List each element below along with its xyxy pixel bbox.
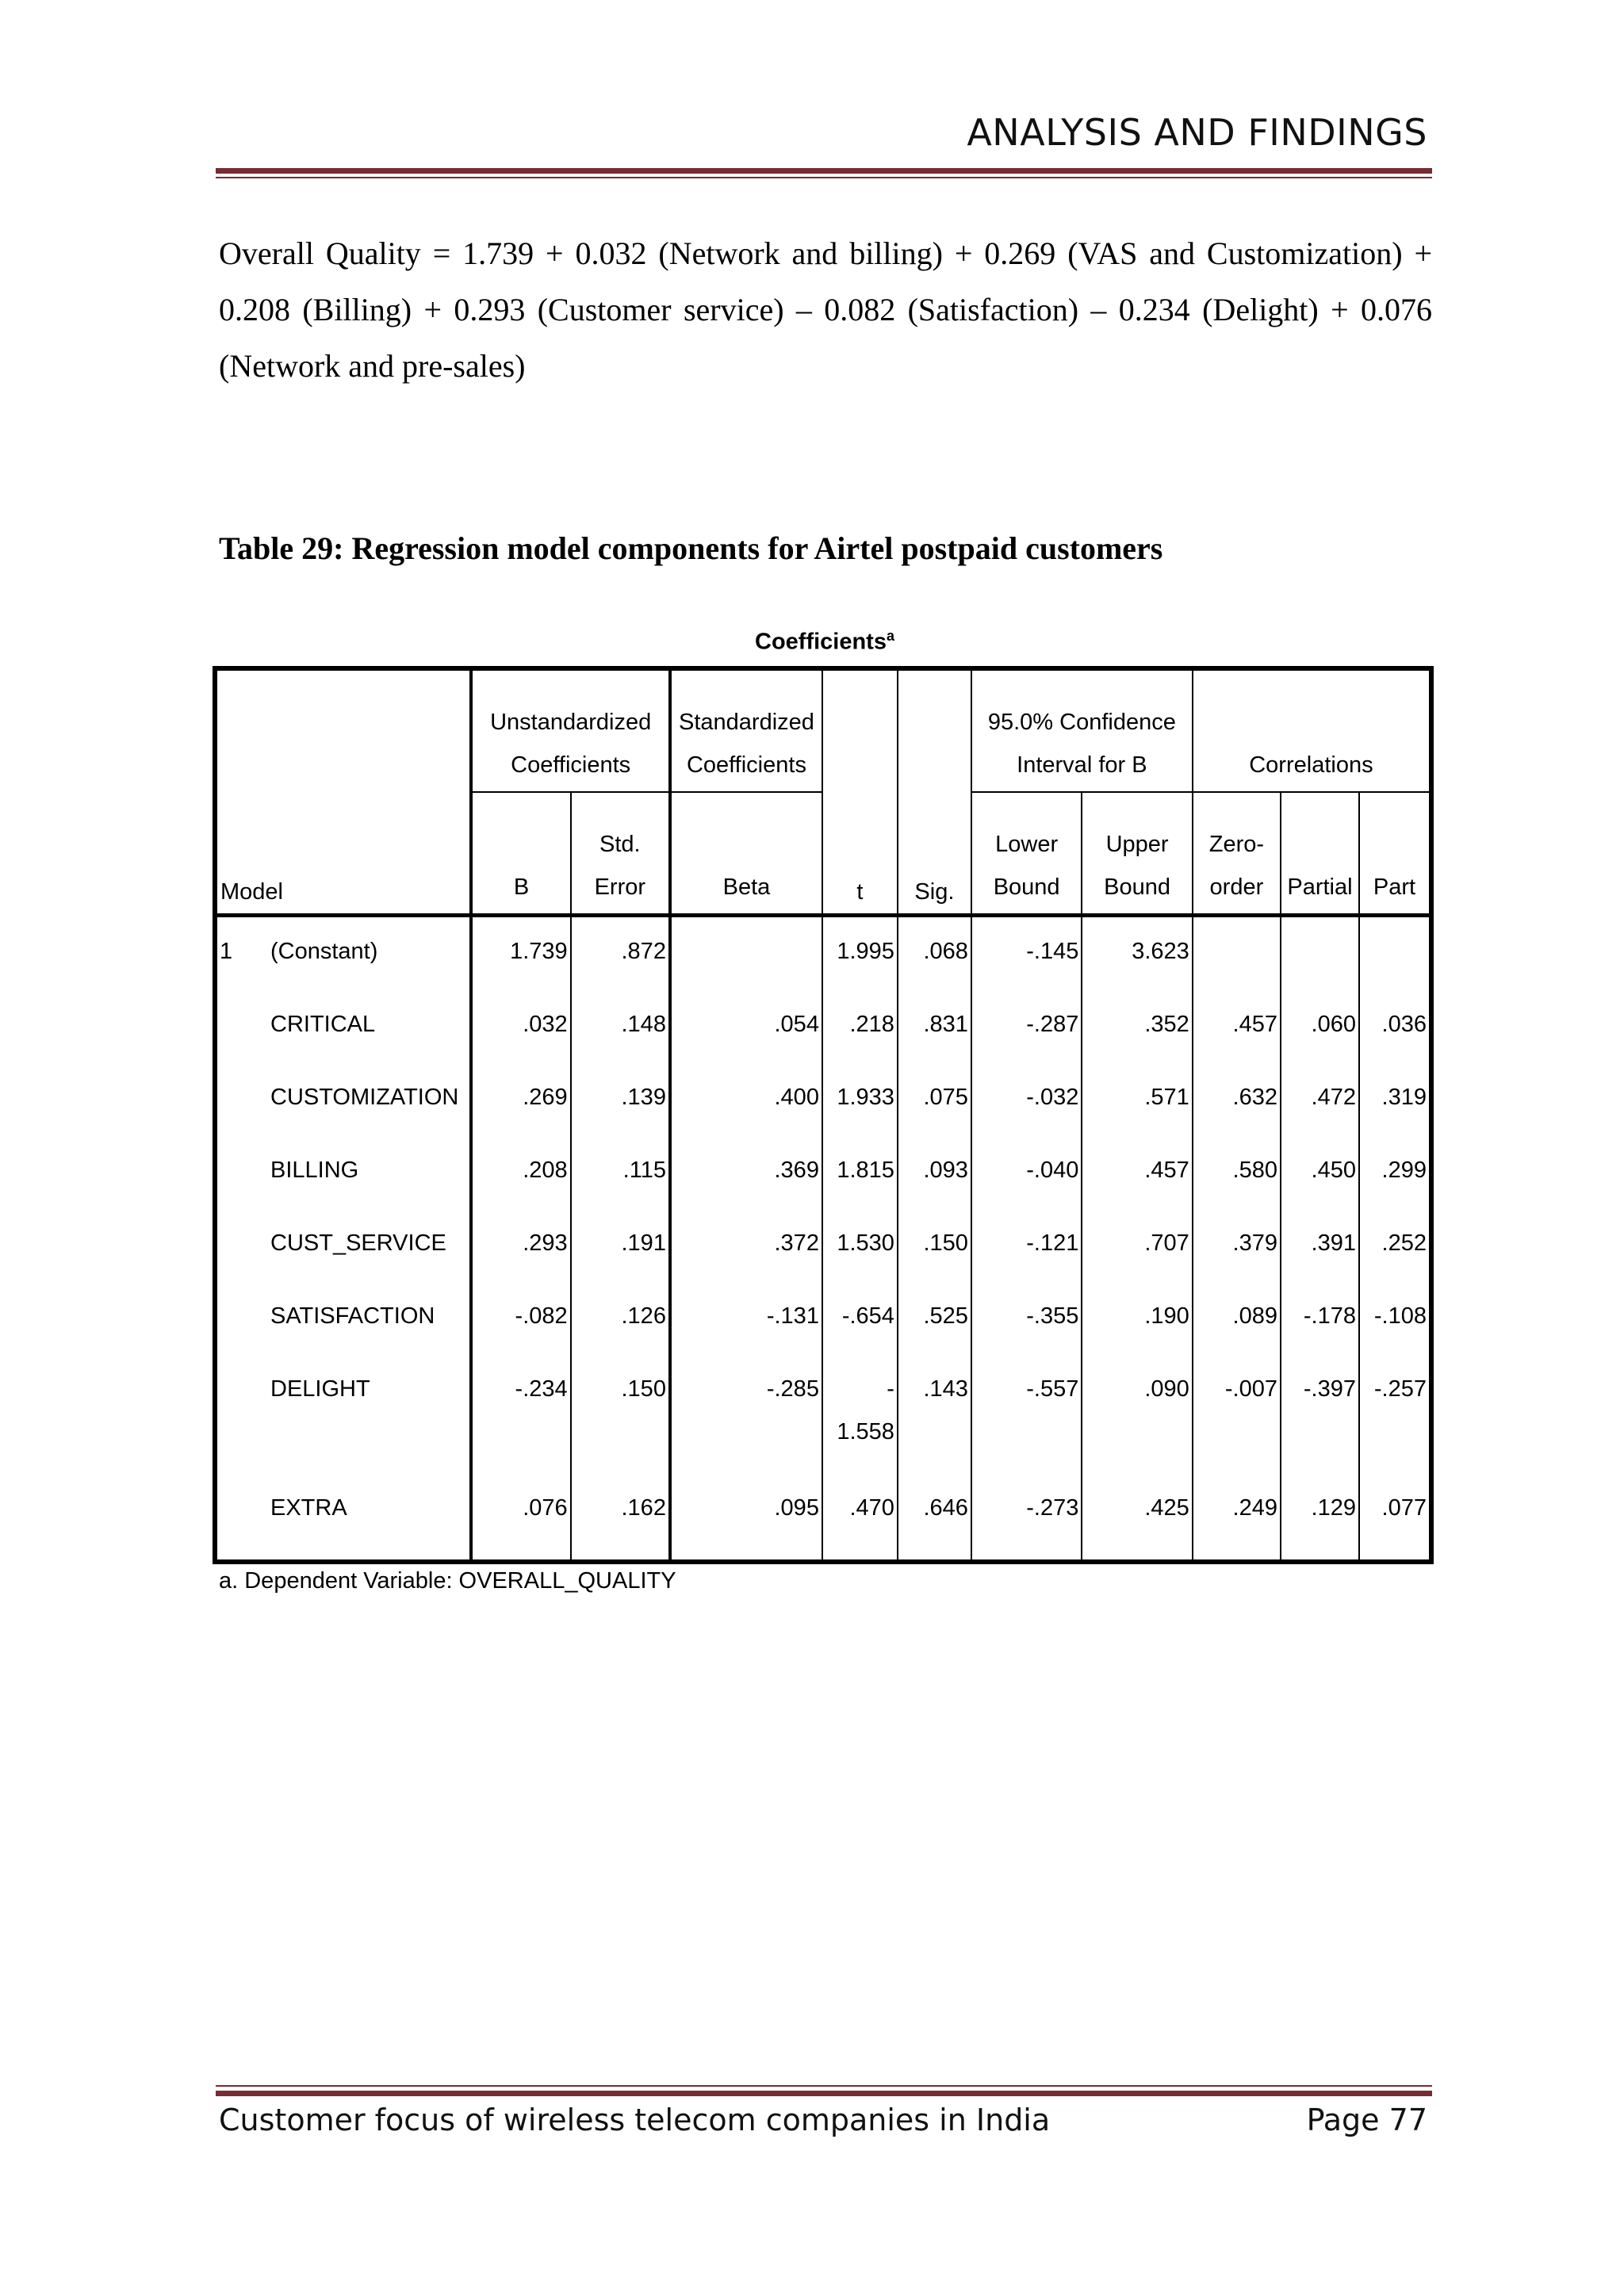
cell-pt <box>1359 1295 1431 1368</box>
header-lower-bound <box>971 792 1082 916</box>
cell-value: -.557 <box>1026 1376 1079 1402</box>
header-rule-thin <box>216 177 1432 178</box>
cell-value: -.131 <box>766 1303 819 1329</box>
header-part <box>1359 792 1431 916</box>
cell-beta <box>670 916 822 1004</box>
cell-value: .269 <box>523 1085 568 1110</box>
cell-sig <box>898 1149 971 1222</box>
row-label: SATISFACTION <box>270 1303 435 1329</box>
section-title: ANALYSIS AND FINDINGS <box>967 111 1427 154</box>
cell-value: .115 <box>622 1158 666 1183</box>
header-model-label: Model <box>220 879 283 905</box>
cell-pa <box>1281 1295 1359 1368</box>
row-label-cell <box>215 1368 471 1487</box>
cell-pt <box>1359 916 1431 1004</box>
header-confidence <box>971 668 1193 792</box>
cell-value: .299 <box>1381 1158 1427 1183</box>
header-std-error-line1: Std. <box>599 832 641 857</box>
cell-sig <box>898 1368 971 1487</box>
cell-t <box>822 916 898 1004</box>
cell-value: .571 <box>1144 1085 1189 1110</box>
cell-value: - <box>887 1376 894 1402</box>
cell-beta <box>670 1222 822 1295</box>
cell-b <box>471 1149 570 1222</box>
header-zero-order-line2: order <box>1209 874 1264 900</box>
cell-value: -.273 <box>1026 1495 1079 1521</box>
header-b-label: B <box>513 874 530 900</box>
coefficients-table <box>213 666 1434 1564</box>
header-partial-label: Partial <box>1287 874 1353 900</box>
cell-value: .191 <box>621 1230 666 1256</box>
cell-value: -.145 <box>1026 939 1079 964</box>
cell-value: .457 <box>1232 1012 1277 1037</box>
cell-pt <box>1359 1003 1431 1076</box>
cell-b <box>471 1003 570 1076</box>
cell-pa <box>1281 1368 1359 1487</box>
table-row <box>215 1149 1431 1222</box>
cell-value: .372 <box>774 1230 819 1256</box>
cell-t <box>822 1149 898 1222</box>
cell-zo <box>1193 1295 1281 1368</box>
footer-rule-thick <box>216 2091 1432 2096</box>
header-confidence-line1: 95.0% Confidence <box>987 710 1176 735</box>
cell-value: .060 <box>1311 1012 1356 1037</box>
cell-lb <box>971 1149 1082 1222</box>
cell-value: -.355 <box>1026 1303 1079 1329</box>
cell-value: -.007 <box>1224 1376 1277 1402</box>
row-label-cell <box>215 1222 471 1295</box>
cell-value: .077 <box>1381 1495 1427 1521</box>
table-row <box>215 1076 1431 1149</box>
header-standardized-line1: Standardized <box>679 710 814 735</box>
cell-value: .076 <box>523 1495 568 1521</box>
table-footnote: a. Dependent Variable: OVERALL_QUALITY <box>219 1568 676 1594</box>
cell-b <box>471 1076 570 1149</box>
cell-value: .872 <box>621 939 666 964</box>
cell-ub <box>1082 916 1192 1004</box>
cell-pa <box>1281 1003 1359 1076</box>
header-rule-thick <box>216 168 1432 174</box>
cell-ub <box>1082 1487 1192 1562</box>
cell-b <box>471 916 570 1004</box>
header-zero-order-line1: Zero- <box>1208 832 1265 857</box>
cell-ub <box>1082 1295 1192 1368</box>
header-correlations <box>1193 668 1431 792</box>
cell-value: .218 <box>849 1012 894 1037</box>
cell-se <box>571 1222 670 1295</box>
cell-lb <box>971 916 1082 1004</box>
cell-value: .457 <box>1144 1158 1189 1183</box>
cell-b <box>471 1222 570 1295</box>
cell-pt <box>1359 1487 1431 1562</box>
cell-value: 1.739 <box>510 939 568 964</box>
coefficients-title-text: Coefficients <box>755 629 887 655</box>
table-row <box>215 916 1431 1004</box>
cell-value: .249 <box>1232 1495 1277 1521</box>
cell-zo <box>1193 1076 1281 1149</box>
cell-pt <box>1359 1222 1431 1295</box>
header-beta <box>670 792 822 916</box>
cell-lb <box>971 1368 1082 1487</box>
cell-value: .089 <box>1232 1303 1277 1329</box>
header-standardized-line2: Coefficients <box>686 752 806 778</box>
header-confidence-line2: Interval for B <box>1017 752 1147 778</box>
cell-value: .252 <box>1381 1230 1427 1256</box>
table-caption: Table 29: Regression model components for Airtel postpaid customers <box>219 530 1163 566</box>
row-label: BILLING <box>270 1158 359 1183</box>
cell-value: .162 <box>621 1495 666 1521</box>
footer-rule-thin <box>216 2085 1432 2087</box>
cell-pa <box>1281 1076 1359 1149</box>
cell-pt <box>1359 1368 1431 1487</box>
cell-se <box>571 1487 670 1562</box>
cell-value: 1.815 <box>837 1158 894 1183</box>
cell-se <box>571 1076 670 1149</box>
row-label: (Constant) <box>270 939 378 964</box>
coefficients-title <box>216 628 1434 656</box>
cell-value: .208 <box>523 1158 568 1183</box>
row-label: CUST_SERVICE <box>270 1230 446 1256</box>
cell-value: .068 <box>923 939 968 964</box>
cell-t <box>822 1368 898 1487</box>
cell-value: -.287 <box>1026 1012 1079 1037</box>
cell-value: -.032 <box>1026 1085 1079 1110</box>
cell-zo <box>1193 1003 1281 1076</box>
header-unstandardized-line1: Unstandardized <box>490 710 652 735</box>
group-header-row <box>215 668 1431 792</box>
footer-book-title: Customer focus of wireless telecom companies in India <box>219 2103 1051 2137</box>
cell-value: .150 <box>621 1376 666 1402</box>
cell-lb <box>971 1003 1082 1076</box>
cell-beta <box>670 1368 822 1487</box>
header-correlations-label: Correlations <box>1249 752 1373 778</box>
cell-value: .036 <box>1381 1012 1427 1037</box>
header-lower-bound-line1: Lower <box>995 832 1059 857</box>
header-sig-label: Sig. <box>914 879 955 905</box>
cell-zo <box>1193 1222 1281 1295</box>
cell-value: .293 <box>523 1230 568 1256</box>
cell-b <box>471 1487 570 1562</box>
coefficients-title-superscript: a <box>886 628 894 644</box>
cell-sig <box>898 1076 971 1149</box>
cell-value: .450 <box>1311 1158 1356 1183</box>
footer-page-number: Page 77 <box>1306 2103 1427 2137</box>
row-label-cell <box>215 1076 471 1149</box>
cell-value: .190 <box>1144 1303 1189 1329</box>
cell-b <box>471 1368 570 1487</box>
cell-value: .090 <box>1144 1376 1189 1402</box>
header-unstandardized-line2: Coefficients <box>511 752 631 778</box>
cell-zo <box>1193 1368 1281 1487</box>
cell-value: .129 <box>1311 1495 1356 1521</box>
row-label: CRITICAL <box>270 1012 376 1037</box>
cell-zo <box>1193 1487 1281 1562</box>
cell-value: .150 <box>923 1230 968 1256</box>
cell-beta <box>670 1295 822 1368</box>
cell-value: .093 <box>923 1158 968 1183</box>
cell-pa <box>1281 916 1359 1004</box>
cell-value: -.234 <box>515 1376 568 1402</box>
cell-t <box>822 1222 898 1295</box>
cell-value: .707 <box>1144 1230 1189 1256</box>
cell-value: .400 <box>774 1085 819 1110</box>
cell-value: 3.623 <box>1132 939 1189 964</box>
header-partial <box>1281 792 1359 916</box>
header-std-error <box>571 792 670 916</box>
cell-se <box>571 1149 670 1222</box>
cell-value: -.654 <box>841 1303 894 1329</box>
cell-ub <box>1082 1003 1192 1076</box>
header-zero-order <box>1193 792 1281 916</box>
table-row <box>215 1368 1431 1487</box>
cell-zo <box>1193 1149 1281 1222</box>
cell-pa <box>1281 1487 1359 1562</box>
header-model <box>215 668 471 916</box>
row-label-cell <box>215 916 471 1004</box>
cell-se <box>571 1003 670 1076</box>
cell-beta <box>670 1076 822 1149</box>
table-row <box>215 1003 1431 1076</box>
cell-pa <box>1281 1149 1359 1222</box>
row-label-cell <box>215 1295 471 1368</box>
cell-value: 1.933 <box>837 1085 894 1110</box>
regression-equation: Overall Quality = 1.739 + 0.032 (Network and billing) + 0.269 (VAS and Customization) + 0.208 (Billing) + 0.293 (Customer service) – 0.082 (Satisfaction) – 0.234 (Delight) + 0.076 (Network and pre-sales) <box>219 235 1432 384</box>
header-standardized <box>670 668 822 792</box>
cell-ub <box>1082 1222 1192 1295</box>
cell-ub <box>1082 1149 1192 1222</box>
cell-value: 1.995 <box>837 939 894 964</box>
cell-sig <box>898 1003 971 1076</box>
cell-value: 1.530 <box>837 1230 894 1256</box>
model-number: 1 <box>220 939 233 964</box>
header-sig <box>898 668 971 916</box>
cell-value: -.040 <box>1026 1158 1079 1183</box>
cell-lb <box>971 1487 1082 1562</box>
cell-value: -.257 <box>1373 1376 1427 1402</box>
row-label: EXTRA <box>270 1495 347 1521</box>
table-row <box>215 1487 1431 1562</box>
cell-value: -.082 <box>515 1303 568 1329</box>
cell-value: .470 <box>849 1495 894 1521</box>
cell-value: -.178 <box>1303 1303 1356 1329</box>
cell-value: .580 <box>1232 1158 1277 1183</box>
cell-value: .148 <box>621 1012 666 1037</box>
table-row <box>215 1222 1431 1295</box>
cell-value: -.121 <box>1026 1230 1079 1256</box>
cell-t <box>822 1487 898 1562</box>
cell-beta <box>670 1149 822 1222</box>
cell-lb <box>971 1076 1082 1149</box>
cell-value: .646 <box>923 1495 968 1521</box>
cell-value-continued: 1.558 <box>837 1419 894 1445</box>
cell-ub <box>1082 1076 1192 1149</box>
cell-value: .391 <box>1311 1230 1356 1256</box>
cell-lb <box>971 1222 1082 1295</box>
cell-value: .369 <box>774 1158 819 1183</box>
cell-pt <box>1359 1149 1431 1222</box>
cell-t <box>822 1295 898 1368</box>
cell-sig <box>898 1487 971 1562</box>
cell-se <box>571 916 670 1004</box>
header-unstandardized <box>471 668 670 792</box>
cell-pa <box>1281 1222 1359 1295</box>
header-upper-bound <box>1082 792 1192 916</box>
cell-value: .139 <box>621 1085 666 1110</box>
header-beta-label: Beta <box>722 874 771 900</box>
cell-value: .632 <box>1232 1085 1277 1110</box>
cell-value: .126 <box>621 1303 666 1329</box>
cell-sig <box>898 1222 971 1295</box>
header-t-label: t <box>856 879 864 905</box>
cell-ub <box>1082 1368 1192 1487</box>
cell-value: .525 <box>923 1303 968 1329</box>
cell-sig <box>898 916 971 1004</box>
cell-zo <box>1193 916 1281 1004</box>
cell-se <box>571 1368 670 1487</box>
header-b <box>471 792 570 916</box>
cell-value: .352 <box>1144 1012 1189 1037</box>
row-label-cell <box>215 1149 471 1222</box>
cell-value: .032 <box>523 1012 568 1037</box>
cell-t <box>822 1076 898 1149</box>
cell-value: -.285 <box>766 1376 819 1402</box>
header-upper-bound-line1: Upper <box>1105 832 1169 857</box>
cell-value: .054 <box>774 1012 819 1037</box>
cell-beta <box>670 1003 822 1076</box>
cell-value: .319 <box>1381 1085 1427 1110</box>
cell-beta <box>670 1487 822 1562</box>
header-std-error-line2: Error <box>594 874 646 900</box>
cell-value: .075 <box>923 1085 968 1110</box>
cell-value: -.397 <box>1303 1376 1356 1402</box>
cell-t <box>822 1003 898 1076</box>
row-label: CUSTOMIZATION <box>270 1085 459 1110</box>
cell-value: -.108 <box>1373 1303 1427 1329</box>
row-label: DELIGHT <box>270 1376 370 1402</box>
header-lower-bound-line2: Bound <box>993 874 1060 900</box>
cell-value: .095 <box>774 1495 819 1521</box>
cell-value: .379 <box>1232 1230 1277 1256</box>
cell-sig <box>898 1295 971 1368</box>
cell-se <box>571 1295 670 1368</box>
coefficients-body <box>215 916 1431 1563</box>
cell-pt <box>1359 1076 1431 1149</box>
header-upper-bound-line2: Bound <box>1104 874 1171 900</box>
cell-lb <box>971 1295 1082 1368</box>
table-row <box>215 1295 1431 1368</box>
cell-value: .425 <box>1144 1495 1189 1521</box>
header-t <box>822 668 898 916</box>
cell-value: .472 <box>1311 1085 1356 1110</box>
cell-value: .831 <box>923 1012 968 1037</box>
row-label-cell <box>215 1487 471 1562</box>
header-part-label: Part <box>1373 874 1416 900</box>
cell-b <box>471 1295 570 1368</box>
row-label-cell <box>215 1003 471 1076</box>
cell-value: .143 <box>923 1376 968 1402</box>
